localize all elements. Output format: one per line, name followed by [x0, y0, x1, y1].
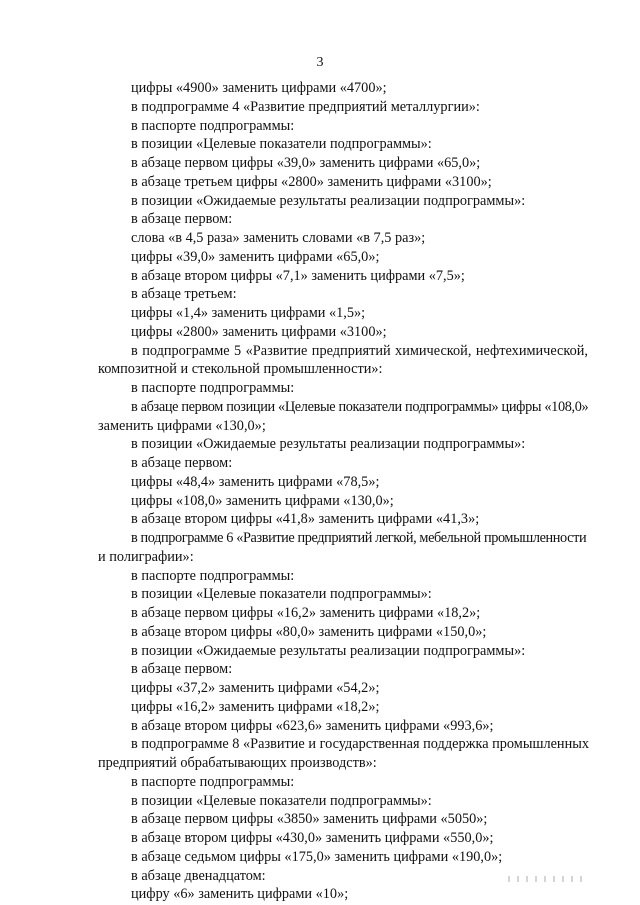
text-line: предприятий обрабатывающих производств»:	[98, 755, 377, 771]
text-line: в позиции «Целевые показатели подпрограммы»:	[131, 792, 432, 809]
text-line: в подпрограмме 6 «Развитие предприятий легкой, мебельной промышленности	[131, 530, 587, 546]
text-line: в позиции «Ожидаемые результаты реализации подпрограммы»:	[131, 642, 526, 659]
text-line: в абзаце втором цифры «430,0» заменить цифрами «550,0»;	[131, 830, 494, 846]
text-line: цифры «2800» заменить цифрами «3100»;	[131, 323, 387, 340]
text-line: в абзаце первом цифры «16,2» заменить цифрами «18,2»;	[131, 605, 481, 621]
text-line: в абзаце первом цифры «3850» заменить цифрами «5050»;	[131, 811, 488, 828]
text-line: в абзаце первом:	[131, 211, 233, 228]
text-line: в абзаце первом:	[131, 661, 233, 678]
text-line: в абзаце втором цифры «80,0» заменить цифрами «150,0»;	[131, 623, 487, 640]
text-line: в абзаце первом цифры «39,0» заменить цифрами «65,0»;	[131, 155, 481, 171]
text-line: в подпрограмме 8 «Развитие и государственная поддержка промышленных	[131, 736, 589, 753]
text-line: в позиции «Целевые показатели подпрограммы»:	[131, 136, 432, 153]
text-line: в паспорте подпрограммы:	[131, 380, 295, 396]
text-line: в абзаце втором цифры «41,8» заменить цифрами «41,3»;	[131, 511, 480, 528]
text-line: в паспорте подпрограммы:	[131, 773, 295, 790]
text-line: в подпрограмме 5 «Развитие предприятий химической, нефтехимической,	[131, 342, 588, 359]
text-line: цифры «48,4» заменить цифрами «78,5»;	[131, 473, 380, 490]
text-line: заменить цифрами «130,0»;	[98, 417, 266, 434]
text-line: слова «в 4,5 раза» заменить словами «в 7,5 раз»;	[131, 230, 426, 246]
text-line: цифры «37,2» заменить цифрами «54,2»;	[131, 680, 380, 696]
text-line: в абзаце первом позиции «Целевые показатели подпрограммы» цифры «108,0»	[131, 398, 589, 415]
text-line: в позиции «Ожидаемые результаты реализации подпрограммы»:	[131, 436, 526, 453]
document-body	[98, 79, 588, 904]
text-line: в паспорте подпрограммы:	[131, 117, 295, 134]
text-line: в абзаце третьем цифры «2800» заменить цифрами «3100»;	[131, 173, 492, 190]
text-line: в позиции «Ожидаемые результаты реализации подпрограммы»:	[131, 192, 526, 209]
text-line: цифры «39,0» заменить цифрами «65,0»;	[131, 248, 380, 265]
page-number: 3	[316, 55, 324, 70]
text-line: в абзаце третьем:	[131, 286, 237, 303]
text-line: в абзаце втором цифры «623,6» заменить цифрами «993,6»;	[131, 717, 494, 734]
text-line: цифры «16,2» заменить цифрами «18,2»;	[131, 698, 380, 715]
text-line: в абзаце первом:	[131, 455, 233, 471]
text-line: цифру «6» заменить цифрами «10»;	[131, 886, 349, 903]
scan-artifact	[508, 876, 588, 882]
text-line: в абзаце двенадцатом:	[131, 867, 266, 884]
text-line: в абзаце втором цифры «7,1» заменить цифрами «7,5»;	[131, 267, 465, 284]
text-line: в позиции «Целевые показатели подпрограммы»:	[131, 586, 432, 603]
text-line: в подпрограмме 4 «Развитие предприятий металлургии»:	[131, 98, 480, 115]
text-line: в абзаце седьмом цифры «175,0» заменить цифрами «190,0»;	[131, 848, 503, 865]
text-line: цифры «4900» заменить цифрами «4700»;	[131, 80, 387, 96]
text-line: и полиграфии»:	[98, 548, 194, 565]
text-line: композитной и стекольной промышленности»:	[98, 361, 383, 378]
text-line: цифры «1,4» заменить цифрами «1,5»;	[131, 305, 366, 321]
text-line: цифры «108,0» заменить цифрами «130,0»;	[131, 492, 394, 509]
text-line: в паспорте подпрограммы:	[131, 567, 295, 584]
